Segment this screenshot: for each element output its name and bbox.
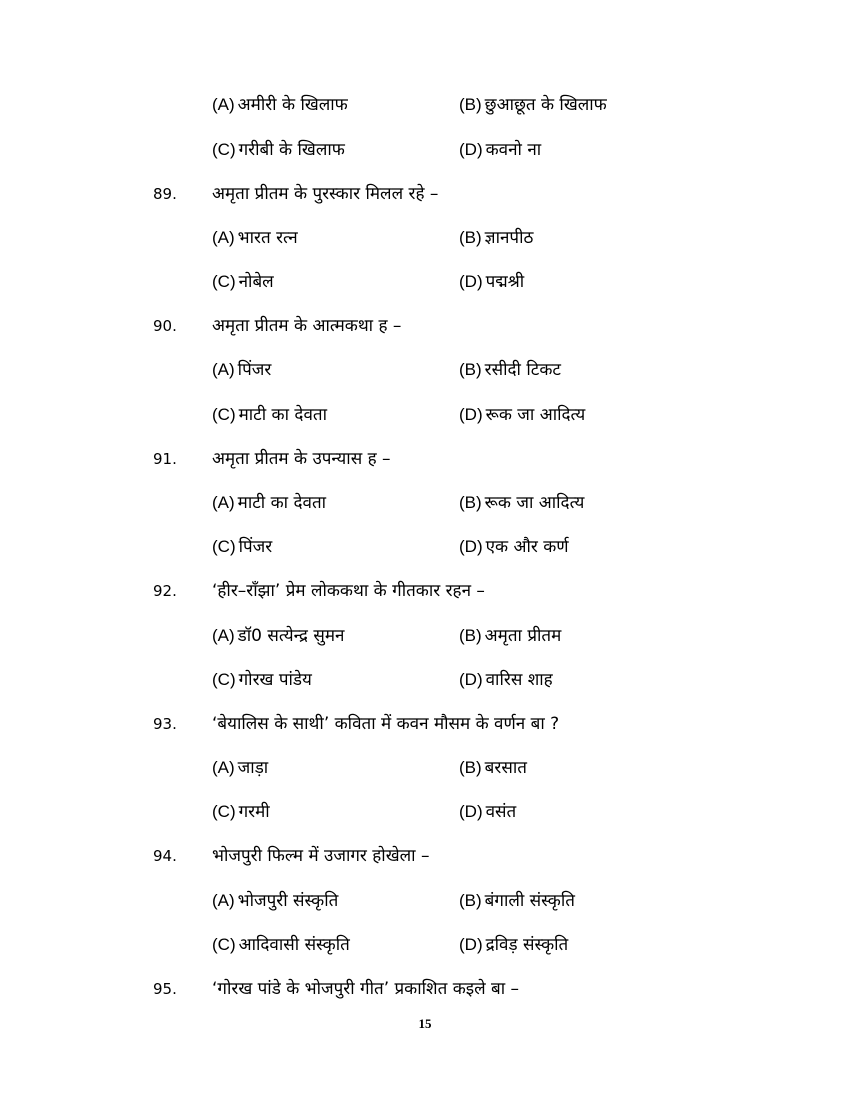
question-row	[0, 179, 850, 209]
option-a: (A) अमीरी के खिलाफ	[212, 95, 348, 115]
question-text: ‘बेयालिस के साथी’ कविता में कवन मौसम के वर्णन बा ?	[212, 714, 560, 734]
option-d: (D) कवनो ना	[459, 140, 542, 160]
option-c: (C) आदिवासी संस्कृति	[212, 935, 350, 955]
question-number: 93.	[153, 715, 177, 733]
question-text: भोजपुरी फिल्म में उजागर होखेला –	[212, 846, 430, 866]
option-b: (B) छुआछूत के खिलाफ	[459, 95, 607, 115]
option-row	[0, 223, 850, 253]
option-b: (B) रसीदी टिकट	[459, 360, 561, 380]
option-row	[0, 886, 850, 916]
option-row	[0, 90, 850, 120]
option-d: (D) एक और कर्ण	[459, 537, 569, 557]
option-row	[0, 930, 850, 960]
question-row	[0, 841, 850, 871]
question-row	[0, 444, 850, 474]
page-number: 15	[418, 1016, 432, 1031]
option-c: (C) गरीबी के खिलाफ	[212, 140, 345, 160]
question-text: अमृता प्रीतम के उपन्यास ह –	[212, 449, 391, 469]
question-row	[0, 311, 850, 341]
question-text: अमृता प्रीतम के पुरस्कार मिलल रहे –	[212, 184, 439, 204]
question-row	[0, 974, 850, 1004]
option-b: (B) रूक जा आदित्य	[459, 493, 585, 513]
option-d: (D) वसंत	[459, 802, 517, 822]
option-d: (D) द्रविड़ संस्कृति	[459, 935, 569, 955]
option-row	[0, 621, 850, 651]
question-row	[0, 709, 850, 739]
option-d: (D) रूक जा आदित्य	[459, 405, 586, 425]
option-a: (A) जाड़ा	[212, 758, 269, 778]
option-c: (C) गोरख पांडेय	[212, 670, 312, 690]
question-text: अमृता प्रीतम के आत्मकथा ह –	[212, 316, 402, 336]
option-c: (C) माटी का देवता	[212, 405, 327, 425]
question-number: 95.	[153, 980, 177, 998]
option-row	[0, 400, 850, 430]
option-d: (D) पद्मश्री	[459, 272, 525, 292]
option-row	[0, 355, 850, 385]
question-row	[0, 576, 850, 606]
option-c: (C) नोबेल	[212, 272, 274, 292]
question-number: 94.	[153, 847, 177, 865]
question-number: 91.	[153, 450, 177, 468]
option-row	[0, 267, 850, 297]
question-number: 89.	[153, 185, 177, 203]
question-text: ‘गोरख पांडे के भोजपुरी गीत’ प्रकाशित कइले बा –	[212, 979, 520, 999]
option-a: (A) माटी का देवता	[212, 493, 327, 513]
option-c: (C) पिंजर	[212, 537, 273, 557]
option-row	[0, 665, 850, 695]
option-c: (C) गरमी	[212, 802, 270, 822]
question-text: ‘हीर–राँझा’ प्रेम लोककथा के गीतकार रहन –	[212, 581, 485, 601]
option-d: (D) वारिस शाह	[459, 670, 553, 690]
option-b: (B) बरसात	[459, 758, 527, 778]
option-a: (A) भारत रत्न	[212, 228, 298, 248]
option-row	[0, 753, 850, 783]
option-a: (A) पिंजर	[212, 360, 272, 380]
option-b: (B) ज्ञानपीठ	[459, 228, 534, 248]
option-row	[0, 488, 850, 518]
option-row	[0, 135, 850, 165]
option-row	[0, 532, 850, 562]
option-b: (B) बंगाली संस्कृति	[459, 891, 575, 911]
option-row	[0, 797, 850, 827]
question-number: 92.	[153, 582, 177, 600]
option-b: (B) अमृता प्रीतम	[459, 626, 562, 646]
option-a: (A) भोजपुरी संस्कृति	[212, 891, 339, 911]
question-number: 90.	[153, 317, 177, 335]
option-a: (A) डॉ0 सत्येन्द्र सुमन	[212, 626, 345, 646]
